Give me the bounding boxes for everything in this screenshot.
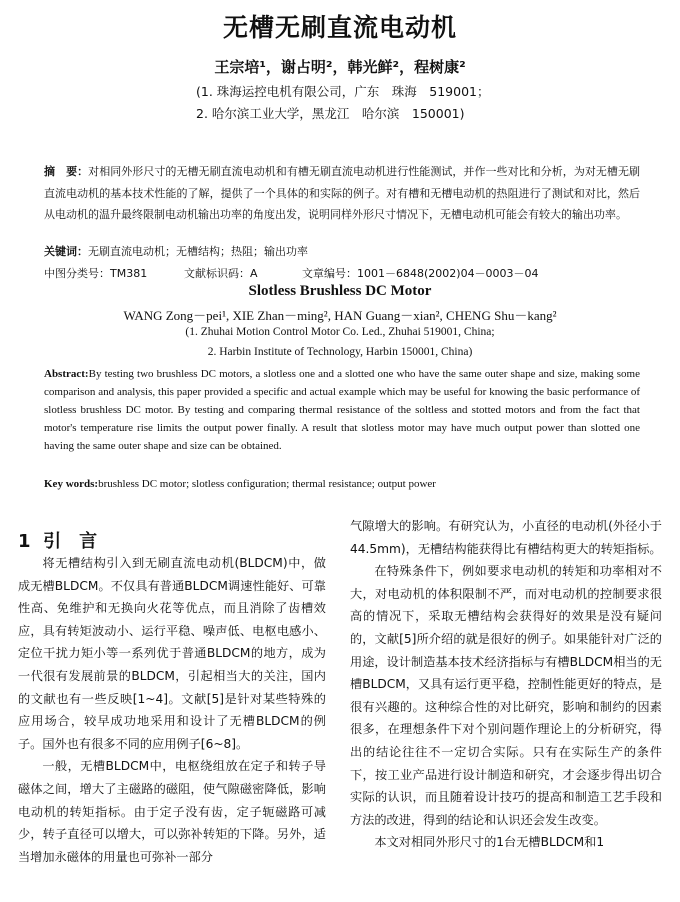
english-keywords: [44, 478, 640, 490]
right-paragraph-1: 气隙增大的影响。有研究认为，小直径的电动机(外径小于44.5mm)，无槽结构能获得比有槽结构更大的转矩指标。: [350, 519, 662, 556]
document-code: 文献标识码：A: [184, 267, 258, 280]
abstract-label-cn: 摘 要：: [44, 165, 89, 178]
english-title: Slotless Brushless DC Motor: [248, 283, 432, 299]
article-number: 文章编号：1001－6848(2002)04－0003－04: [302, 267, 539, 280]
section-title: 引 言: [43, 531, 98, 552]
abstract-label-en: Abstract:: [44, 368, 89, 380]
keywords-text-en: brushless DC motor; slotless configuration; thermal resistance; output power: [98, 478, 436, 490]
clc-number: 中图分类号：TM381: [44, 267, 148, 280]
paper-title: 无槽无刷直流电动机: [222, 13, 457, 42]
keywords-label-cn: 关键词：: [44, 245, 88, 258]
keywords-label-en: Key words:: [44, 478, 99, 490]
keywords-text-cn: 无刷直流电动机；无槽结构；热阻；输出功率: [88, 245, 308, 258]
english-authors: WANG Zong－pei¹, XIE Zhan－ming², HAN Guang－xian², CHENG Shu－kang²: [123, 308, 557, 323]
english-abstract: [44, 366, 640, 456]
affiliation-1: (1. 珠海运控电机有限公司，广东 珠海 519001；: [196, 84, 490, 99]
left-column: [18, 552, 326, 868]
abstract-text-cn: 对相同外形尺寸的无槽无刷直流电动机和有槽无刷直流电动机进行性能测试，并作一些对比和分析，为对无槽无刷直流电动机的基本技术性能的了解，提供了一个具体的和实际的例子。对有槽和无槽电动机的热阻进行了测试和对比，然后从电动机的温升最终限制电动机输出功率的角度出发，说明同样外形尺寸情况下，无槽电动机可能会有较大的输出功率。: [44, 165, 641, 221]
left-paragraph-2: 一般，无槽BLDCM中，电枢绕组放在定子和转子导磁体之间，增大了主磁路的磁阻，使气隙磁密降低，影响电动机的转矩指标。由于定子没有齿，定子轭磁路可减少，转子直径可以增大，可以弥补转矩的下降。另外，适当增加永磁体的用量也可弥补一部分: [18, 759, 326, 864]
left-paragraph-1: 将无槽结构引入到无刷直流电动机(BLDCM)中，做成无槽BLDCM。不仅具有普通BLDCM调速性能好、可靠性高、免维护和无换向火花等优点，而且消除了齿槽效应，具有转矩波动小、运行平稳、噪声低、电枢电感小、定位干扰力矩小等一系列优于普通BLDCM的地方，成为一代很有发展前景的BLDCM，引起相当大的关注，国内的文献也有一些反映[1~4]。文献[5]是针对某些特殊的应用场合，较早成功地采用和设计了无槽BLDCM的例子。国外也有很多不同的应用例子[6~8]。: [18, 556, 326, 751]
right-paragraph-2: 在特殊条件下，例如要求电动机的转矩和功率相对不大，对电动机的体积限制不严，而对电动机的控制要求很高的情况下，采取无槽结构会获得好的效果是没有疑问的，文献[5]所介绍的就是很好的例子。如果能针对广泛的用途，设计制造基本技术经济指标与有槽BLDCM相当的无槽BLDCM，又具有运行更平稳，控制性能更好的特点，是很有兴趣的。这种综合性的对比研究，影响和制约的因素很多，在理想条件下对个别问题作理论上的分析研究，得出的结论往往不一定切合实际。只有在实际生产的条件下，按工业产品进行设计制造和研究，才会逐步得出切合实际的认识，而且随着设计技巧的提高和制造工艺手段和方法的改进，得到的结论和认识还会发生改变。: [350, 564, 662, 827]
affiliation-2: 2. 哈尔滨工业大学，黑龙江 哈尔滨 150001): [196, 106, 465, 121]
right-paragraph-3: 本文对相同外形尺寸的1台无槽BLDCM和1: [374, 835, 605, 850]
english-affiliation-1: (1. Zhuhai Motion Control Motor Co. Led., Zhuhai 519001, China;: [185, 326, 495, 338]
english-affiliation-2: 2. Harbin Institute of Technology, Harbin 150001, China): [207, 346, 473, 358]
section-number: 1: [18, 531, 31, 552]
chinese-keywords: [44, 241, 640, 263]
right-column: [350, 515, 662, 854]
abstract-text-en: By testing two brushless DC motors, a slotless one and a slotted one who have the same outer shape and size, making some comparison and analysis, this paper provided a specific and actual example which may be useful for knowing the basic performance of slotless brushless DC motor. By testing and comparing thermal resistance of the soltless and stotted motors and from the fact that motor's temperature rise limits the output power finally. A result that slotless motor may have much output power than slotted one having the same outer shape and size can be obtained.: [44, 368, 640, 452]
classification-line: [44, 263, 640, 285]
author-list: 王宗培¹，谢占明²，韩光鲜²，程树康²: [214, 58, 466, 76]
section-heading: [18, 527, 97, 553]
chinese-abstract: [44, 161, 640, 226]
